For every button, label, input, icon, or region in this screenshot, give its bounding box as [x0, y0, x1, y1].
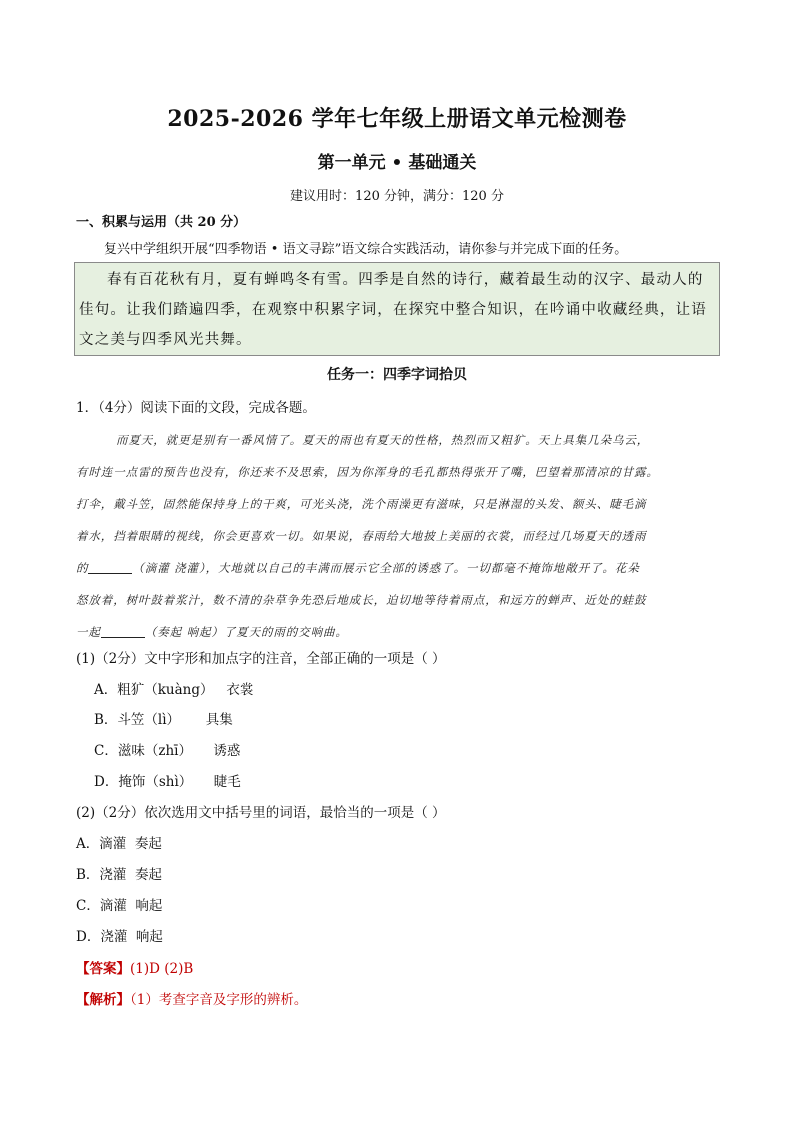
exam-title: 2025-2026 学年七年级上册语文单元检测卷 [167, 106, 627, 132]
passage-line: 有时连一点雷的预告也没有，你还来不及思索，因为你浑身的毛孔都热得张开了嘴，巴望着那清凉的甘露。 [76, 465, 659, 479]
box-line: 春有百花秋有月，夏有蝉鸣冬有雪。四季是自然的诗行，藏着最生动的汉字、最动人的 [107, 272, 704, 288]
exam-subtitle: 第一单元 • 基础通关 [317, 153, 477, 173]
passage-line: 而夏天，就更是别有一番风情了。夏天的雨也有夏天的性格，热烈而又粗犷。天上具集几朵乌云， [116, 433, 650, 447]
fill-blank [88, 559, 132, 574]
fill-blank [101, 623, 145, 638]
passage-line: 怒放着，树叶鼓着浆汁，数不清的杂草争先恐后地成长，迫切地等待着雨点，和远方的蝉声、近处的蛙鼓 [76, 593, 647, 607]
box-line: 佳句。让我们踏遍四季，在观察中积累字词，在探究中整合知识，在吟诵中收藏经典，让语 [79, 302, 707, 318]
option-a: A．粗犷（kuàng） 衣裳 [94, 682, 254, 698]
passage-line: 的 （滴灌 浇灌），大地就以自己的丰满而展示它全部的诱惑了。一切都毫不掩饰地敞开了。花朵 [76, 561, 640, 575]
section-heading: 一、积累与运用（共 20 分） [76, 215, 247, 230]
option-d: D．掩饰（shì） 睫毛 [94, 774, 241, 790]
subquestion-2-stem: (2)（2分）依次选用文中括号里的词语，最恰当的一项是（ ） [76, 805, 446, 821]
option-b: B．斗笠（lì） 具集 [94, 712, 233, 728]
option-a: A．滴灌 奏起 [76, 836, 162, 852]
analysis-label: 【解析】 [76, 992, 130, 1008]
passage-line: 打伞，戴斗笠，固然能保持身上的干爽，可光头浇，洗个雨澡更有滋味，只是淋湿的头发、额头、睫毛滴 [76, 497, 647, 511]
passage-line: 一起 （奏起 响起）了夏天的雨的交响曲。 [76, 625, 348, 639]
task-heading: 任务一：四季字词拾贝 [327, 367, 467, 383]
option-b: B．浇灌 奏起 [76, 867, 163, 883]
question-stem: 1．（4分）阅读下面的文段，完成各题。 [76, 400, 316, 416]
answer-line [76, 957, 193, 977]
subquestion-1-stem: (1)（2分）文中字形和加点字的注音，全部正确的一项是（ ） [76, 651, 446, 667]
reading-passage [76, 424, 722, 648]
box-line: 文之美与四季风光共舞。 [79, 332, 252, 348]
option-c: C．滴灌 响起 [76, 898, 163, 914]
section-intro: 复兴中学组织开展“四季物语 • 语文寻踪”语文综合实践活动，请你参与并完成下面的任务。 [104, 242, 628, 257]
answer-label: 【答案】 [76, 961, 130, 977]
exam-meta: 建议用时：120 分钟，满分：120 分 [290, 189, 504, 204]
analysis-line [76, 988, 307, 1008]
passage-line: 着水，挡着眼睛的视线，你会更喜欢一切。如果说，春雨给大地披上美丽的衣裳，而经过几场夏天的透雨 [76, 529, 647, 543]
option-d: D．浇灌 响起 [76, 929, 163, 945]
analysis-text: （1）考查字音及字形的辨析。 [130, 992, 308, 1008]
option-c: C．滋味（zhī） 诱惑 [94, 743, 241, 759]
intro-box [74, 262, 720, 356]
answer-text: (1)D (2)B [130, 961, 194, 977]
